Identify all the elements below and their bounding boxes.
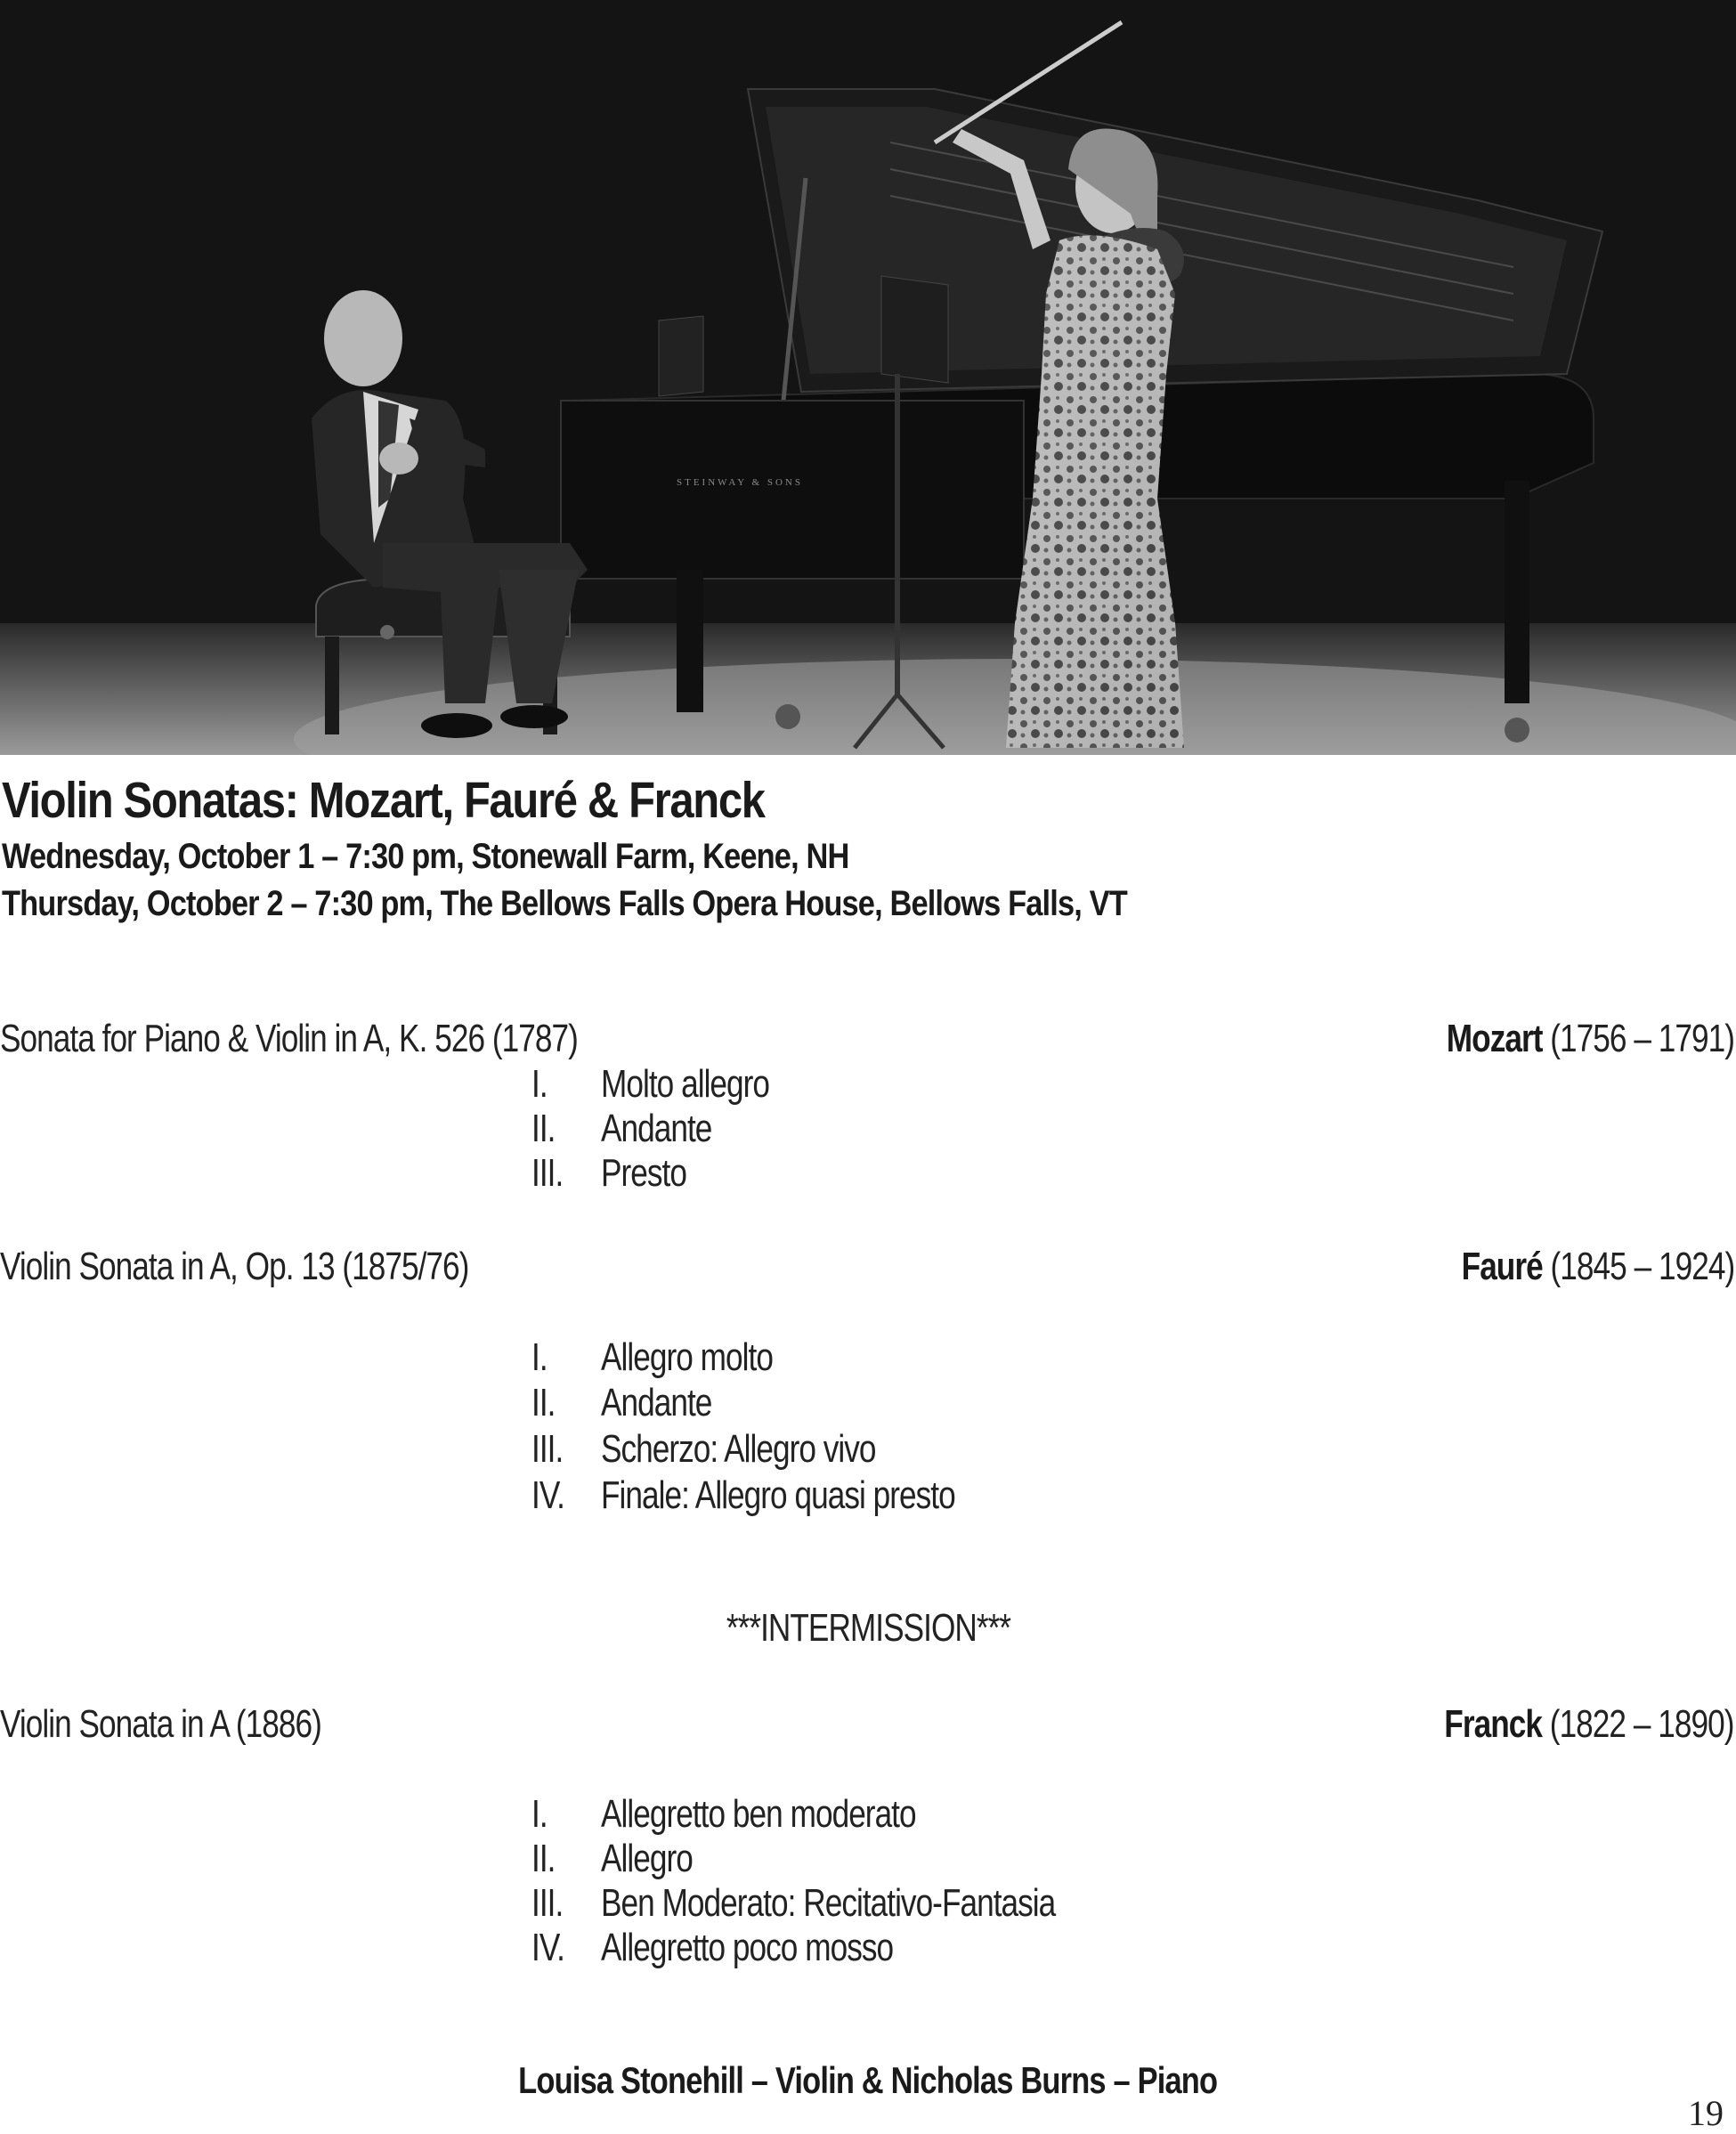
work-title-faure: Violin Sonata in A, Op. 13 (1875/76) <box>0 1245 469 1288</box>
piano-brand-label: STEINWAY & SONS <box>677 477 803 488</box>
movement-name: Scherzo: Allegro vivo <box>601 1427 876 1471</box>
movement-item <box>531 1381 1155 1425</box>
composer-name: Fauré <box>1461 1245 1543 1288</box>
movement-number: II. <box>531 1381 556 1424</box>
composer-years: (1756 – 1791) <box>1550 1017 1734 1060</box>
composer-years: (1845 – 1924) <box>1550 1245 1734 1288</box>
movement-number: III. <box>531 1881 564 1925</box>
intermission-label <box>0 1606 1736 1651</box>
movement-name: Presto <box>601 1151 686 1195</box>
movement-item <box>531 1473 1155 1518</box>
movement-item <box>531 1792 1155 1837</box>
composer-faure <box>1461 1245 1734 1289</box>
movement-number: III. <box>531 1151 564 1195</box>
movement-name: Ben Moderato: Recitativo-Fantasia <box>601 1881 1056 1925</box>
movement-number: I. <box>531 1335 548 1379</box>
movement-name: Allegretto poco mosso <box>601 1926 894 1969</box>
intermission-text: ***INTERMISSION*** <box>726 1606 1010 1650</box>
movement-name: Allegretto ben moderato <box>601 1792 916 1836</box>
composer-mozart <box>1447 1017 1734 1061</box>
performers-credit <box>0 2059 1736 2102</box>
movement-name: Andante <box>601 1107 712 1150</box>
composer-name: Franck <box>1444 1702 1543 1746</box>
movement-item <box>531 1062 1155 1107</box>
movement-number: IV. <box>531 1926 564 1969</box>
movement-number: I. <box>531 1062 548 1106</box>
movement-item <box>531 1427 1155 1472</box>
movement-name: Allegro <box>601 1837 693 1880</box>
movement-number: III. <box>531 1427 564 1471</box>
performers-text: Louisa Stonehill – Violin & Nicholas Burns – Piano <box>518 2059 1218 2101</box>
movement-item <box>531 1837 1155 1881</box>
composer-franck <box>1445 1702 1734 1747</box>
movement-name: Finale: Allegro quasi presto <box>601 1473 955 1517</box>
page-number: 19 <box>1688 2093 1724 2133</box>
movement-number: II. <box>531 1837 556 1880</box>
concert-title: Violin Sonatas: Mozart, Fauré & Franck <box>2 772 765 829</box>
concert-photo <box>0 0 1736 755</box>
movement-item <box>531 1335 1155 1380</box>
movement-number: II. <box>531 1107 556 1150</box>
movement-name: Molto allegro <box>601 1062 770 1106</box>
date-venue-line-1: Wednesday, October 1 – 7:30 pm, Stonewall Farm, Keene, NH <box>2 837 849 876</box>
work-title-mozart: Sonata for Piano & Violin in A, K. 526 (1787) <box>0 1017 578 1060</box>
movement-name: Allegro molto <box>601 1335 773 1379</box>
composer-years: (1822 – 1890) <box>1550 1702 1734 1746</box>
movement-item <box>531 1926 1155 1970</box>
work-title-franck: Violin Sonata in A (1886) <box>0 1702 321 1746</box>
composer-name: Mozart <box>1446 1017 1543 1060</box>
movement-item <box>531 1881 1155 1926</box>
date-venue-line-2: Thursday, October 2 – 7:30 pm, The Bellows Falls Opera House, Bellows Falls, VT <box>2 884 1127 923</box>
movement-name: Andante <box>601 1381 712 1424</box>
movement-number: I. <box>531 1792 548 1836</box>
movement-item <box>531 1151 1155 1196</box>
movement-number: IV. <box>531 1473 564 1517</box>
movement-item <box>531 1107 1155 1151</box>
